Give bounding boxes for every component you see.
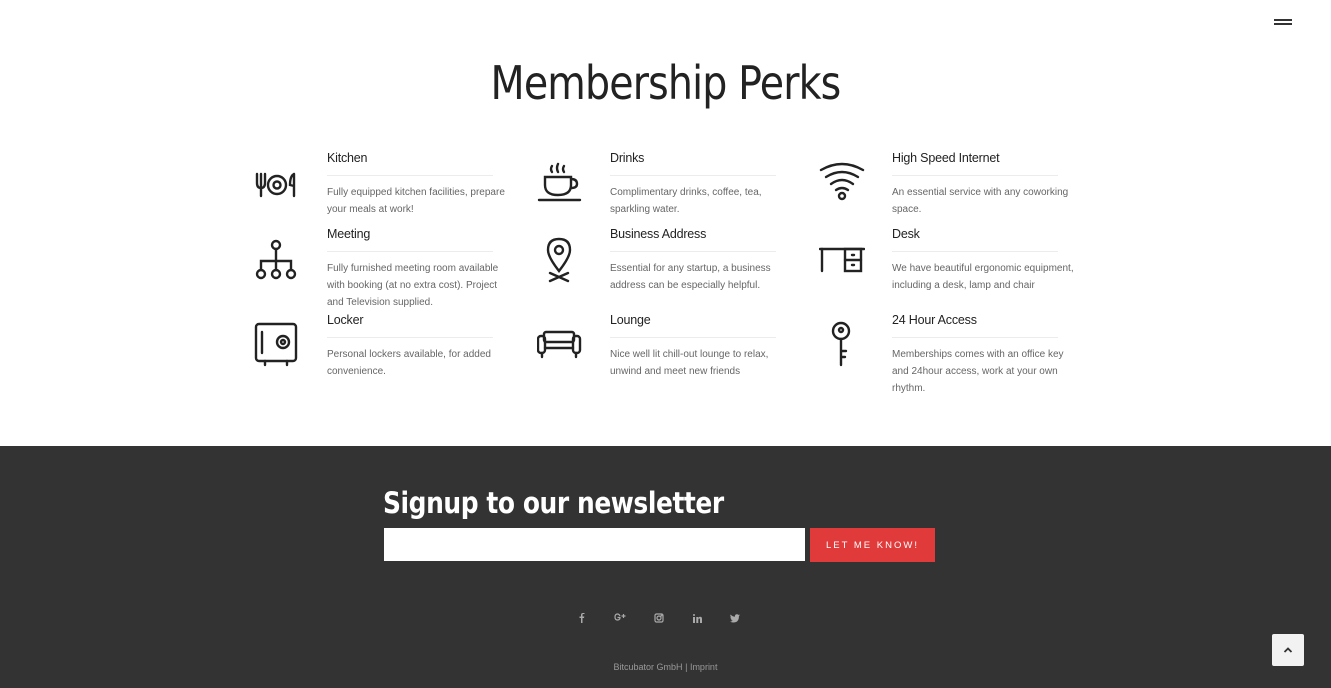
plate-cutlery-icon	[254, 163, 300, 209]
perk-description: Essential for any startup, a business address can be especially helpful.	[610, 263, 771, 291]
perk-title: High Speed Internet	[892, 151, 1000, 165]
perk-description: Fully equipped kitchen facilities, prepare your meals at work!	[327, 187, 505, 215]
perk-title: Kitchen	[327, 151, 368, 165]
linkedin-icon[interactable]	[690, 610, 704, 626]
key-icon	[819, 321, 865, 367]
perk-title: Meeting	[327, 227, 371, 241]
perk-title: Desk	[892, 227, 920, 241]
perk-description: Fully furnished meeting room available with booking (at no extra cost). Project and Television supplied.	[327, 263, 499, 308]
perk-title: Locker	[327, 313, 364, 327]
divider	[327, 251, 493, 252]
divider	[327, 175, 493, 176]
perk-description: Nice well lit chill-out lounge to relax, unwind and meet new friends	[610, 349, 769, 377]
copyright	[0, 662, 1331, 672]
perk-title: 24 Hour Access	[892, 313, 977, 327]
divider	[610, 337, 776, 338]
footer	[0, 446, 1331, 688]
instagram-icon[interactable]	[652, 610, 666, 626]
separator: |	[685, 662, 688, 672]
perk-title: Lounge	[610, 313, 651, 327]
perk-title: Business Address	[610, 227, 707, 241]
google-plus-icon[interactable]	[613, 610, 627, 626]
section-title: Membership Perks	[490, 56, 841, 110]
perk-description: Complimentary drinks, coffee, tea, sparkling water.	[610, 187, 762, 215]
divider	[327, 337, 493, 338]
divider	[892, 175, 1058, 176]
newsletter-title: Signup to our newsletter	[383, 486, 724, 520]
hamburger-icon	[1274, 19, 1292, 21]
network-hierarchy-icon	[254, 237, 300, 283]
perk-description: An essential service with any coworking space.	[892, 187, 1069, 215]
divider	[892, 337, 1058, 338]
sofa-icon	[537, 319, 583, 365]
wifi-icon	[819, 161, 865, 207]
imprint-link[interactable]: Imprint	[689, 662, 718, 672]
facebook-icon[interactable]	[575, 610, 589, 626]
safe-locker-icon	[254, 321, 300, 367]
divider	[610, 175, 776, 176]
location-pin-icon	[537, 237, 583, 283]
perk-description: We have beautiful ergonomic equipment, including a desk, lamp and chair	[892, 263, 1074, 291]
desk-icon	[819, 235, 865, 281]
perk-description: Personal lockers available, for added convenience.	[327, 349, 491, 377]
perk-description: Memberships comes with an office key and 24hour access, work at your own rhythm.	[892, 349, 1064, 394]
back-to-top-button[interactable]	[1272, 634, 1304, 666]
coffee-cup-icon	[537, 161, 583, 207]
perk-title: Drinks	[610, 151, 645, 165]
menu-toggle[interactable]	[1274, 19, 1292, 29]
divider	[892, 251, 1058, 252]
subscribe-button[interactable]: LET ME KNOW!	[810, 528, 935, 562]
divider	[610, 251, 776, 252]
company-name: Bitcubator GmbH	[613, 662, 683, 672]
twitter-icon[interactable]	[728, 610, 742, 626]
chevron-up-icon	[1283, 641, 1293, 659]
email-input[interactable]	[384, 528, 805, 561]
